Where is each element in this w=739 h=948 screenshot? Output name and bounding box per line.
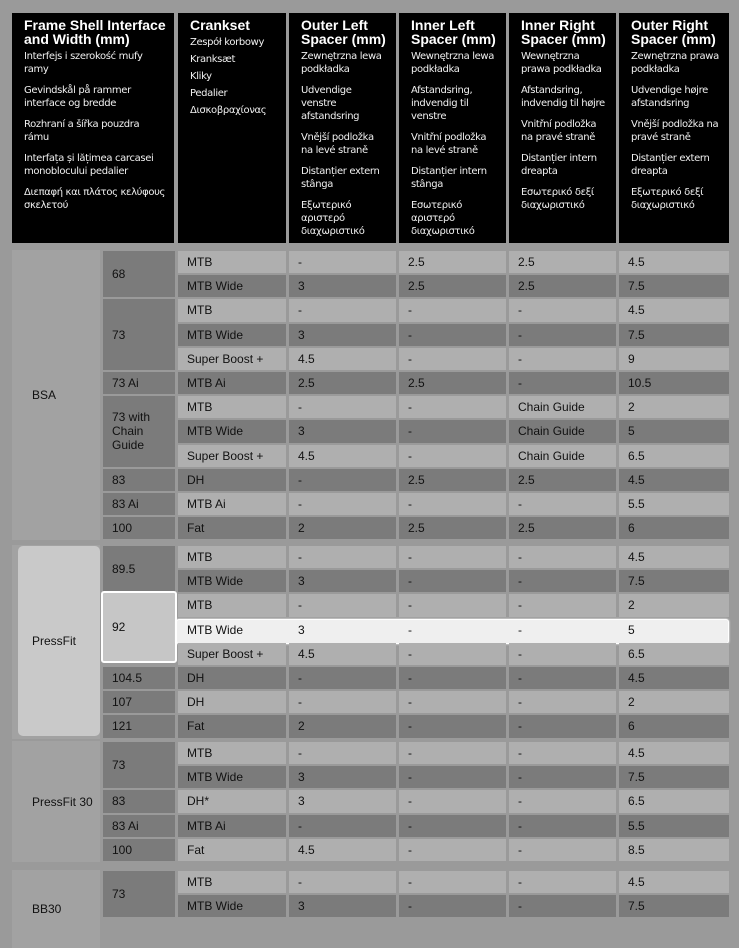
inner-left-cell: - <box>399 493 506 515</box>
outer-right-cell: 4.5 <box>619 871 729 893</box>
outer-right-cell: 7.5 <box>619 766 729 788</box>
inner-right-cell: - <box>509 570 616 592</box>
inner-left-cell: - <box>399 715 506 737</box>
column-header <box>12 13 174 243</box>
column-header-translation: Afstandsring, indvendig til venstre <box>411 85 473 122</box>
column-header <box>619 13 729 243</box>
outer-right-cell: 6.5 <box>619 445 729 467</box>
crankset-cell: Fat <box>178 715 286 737</box>
group-cell <box>12 870 100 948</box>
group-label: PressFit <box>32 633 77 648</box>
outer-right-cell: 4.5 <box>619 742 729 764</box>
outer-right-cell: 5 <box>628 622 635 637</box>
width-cell: 89.5 <box>103 546 175 592</box>
width-cell: 107 <box>103 691 175 713</box>
inner-right-cell: Chain Guide <box>509 420 616 442</box>
inner-right-cell: - <box>509 493 616 515</box>
outer-left-cell: 4.5 <box>289 839 396 861</box>
inner-left-cell: - <box>399 299 506 321</box>
inner-left-cell: - <box>399 396 506 418</box>
inner-right-cell: - <box>509 643 616 665</box>
column-header-translation: Afstandsring, indvendig til højre <box>521 85 605 109</box>
width-cell: 104.5 <box>103 667 175 689</box>
outer-right-cell: 2 <box>619 396 729 418</box>
outer-right-cell: 4.5 <box>619 469 729 491</box>
crankset-cell: DH <box>178 667 286 689</box>
crankset-cell: MTB Wide <box>178 324 286 346</box>
crankset-cell: MTB Wide <box>187 622 244 637</box>
inner-right-cell: Chain Guide <box>509 445 616 467</box>
column-header <box>178 13 286 243</box>
inner-right-cell: - <box>509 546 616 568</box>
width-cell: 100 <box>103 517 175 539</box>
inner-right-cell: - <box>509 715 616 737</box>
width-cell: 73 with Chain Guide <box>103 396 175 467</box>
outer-right-cell: 5 <box>619 420 729 442</box>
outer-left-cell: 3 <box>289 324 396 346</box>
outer-left-cell: 3 <box>289 275 396 297</box>
crankset-cell: MTB <box>178 871 286 893</box>
inner-right-cell: - <box>518 622 522 637</box>
inner-left-cell: - <box>399 895 506 917</box>
outer-right-cell: 6 <box>619 715 729 737</box>
outer-left-cell: 3 <box>289 790 396 812</box>
column-header-title: Crankset <box>190 17 250 33</box>
outer-left-cell: 3 <box>298 622 305 637</box>
column-header-translation: Δισκοβραχίονας <box>190 105 267 116</box>
width-cell: 92 <box>101 591 177 663</box>
crankset-cell: MTB <box>178 299 286 321</box>
crankset-cell: Super Boost + <box>178 445 286 467</box>
column-header-translation: Wewnętrzna lewa podkładka <box>411 51 495 75</box>
inner-right-cell: - <box>509 594 616 616</box>
column-header-title: Inner Left Spacer (mm) <box>411 17 496 47</box>
outer-right-cell: 7.5 <box>619 895 729 917</box>
outer-right-cell: 6.5 <box>619 643 729 665</box>
inner-left-cell: - <box>399 839 506 861</box>
inner-right-cell: - <box>509 766 616 788</box>
group-cell <box>12 250 100 540</box>
inner-right-cell: - <box>509 839 616 861</box>
column-header-translation: Εξωτερικό αριστερό διαχωριστικό <box>301 200 365 237</box>
outer-left-cell: - <box>289 815 396 837</box>
inner-left-cell: - <box>399 594 506 616</box>
column-header-translation: Wewnętrzna prawa podkładka <box>521 51 602 75</box>
inner-right-cell: - <box>509 790 616 812</box>
crankset-cell: DH <box>178 469 286 491</box>
outer-left-cell: - <box>289 691 396 713</box>
crankset-cell: MTB <box>178 594 286 616</box>
outer-right-cell: 4.5 <box>619 667 729 689</box>
outer-right-cell: 7.5 <box>619 324 729 346</box>
outer-left-cell: 2.5 <box>289 372 396 394</box>
column-header-translation: Udvendige højre afstandsring <box>631 85 708 109</box>
inner-left-cell: - <box>399 742 506 764</box>
inner-left-cell: - <box>399 790 506 812</box>
column-header-translation: Kranksæt <box>190 54 236 65</box>
inner-left-cell: 2.5 <box>399 517 506 539</box>
crankset-cell: MTB Wide <box>178 895 286 917</box>
crankset-cell: MTB Wide <box>178 420 286 442</box>
outer-left-cell: 2 <box>289 517 396 539</box>
inner-right-cell: - <box>509 691 616 713</box>
inner-left-cell: - <box>399 667 506 689</box>
column-header-translation: Zewnętrzna prawa podkładka <box>631 51 719 75</box>
column-header <box>399 13 506 243</box>
inner-right-cell: - <box>509 299 616 321</box>
inner-left-cell: - <box>399 445 506 467</box>
inner-left-cell: - <box>399 815 506 837</box>
group-label: BSA <box>32 388 57 403</box>
column-header-translation: Kliky <box>190 71 212 82</box>
inner-left-cell: 2.5 <box>399 275 506 297</box>
column-header <box>509 13 616 243</box>
outer-left-cell: - <box>289 742 396 764</box>
crankset-cell: MTB Wide <box>178 570 286 592</box>
crankset-cell: Fat <box>178 839 286 861</box>
outer-left-cell: 2 <box>289 715 396 737</box>
inner-left-cell: - <box>399 570 506 592</box>
outer-right-cell: 5.5 <box>619 815 729 837</box>
width-cell: 121 <box>103 715 175 737</box>
crankset-cell: MTB <box>178 546 286 568</box>
crankset-cell: MTB <box>178 251 286 273</box>
group-cell <box>12 741 100 862</box>
column-header-translation: Διεπαφή και πλάτος κελύφους σκελετού <box>24 187 166 211</box>
column-header-translation: Rozhraní a šířka pouzdra rámu <box>24 119 140 143</box>
inner-right-cell: - <box>509 815 616 837</box>
column-header-translation: Vnitřní podložka na levé straně <box>411 132 487 156</box>
inner-left-cell: 2.5 <box>399 372 506 394</box>
group-label: BB30 <box>32 902 62 917</box>
width-cell: 83 Ai <box>103 493 175 515</box>
outer-left-cell: 3 <box>289 420 396 442</box>
width-cell: 100 <box>103 839 175 861</box>
crankset-cell: MTB <box>178 396 286 418</box>
outer-right-cell: 5.5 <box>619 493 729 515</box>
column-header-translation: Gevindskål på rammer interface og bredde <box>24 85 131 109</box>
outer-right-cell: 9 <box>619 348 729 370</box>
inner-left-cell: - <box>399 871 506 893</box>
crankset-cell: MTB Wide <box>178 275 286 297</box>
outer-right-cell: 6.5 <box>619 790 729 812</box>
outer-right-cell: 4.5 <box>619 546 729 568</box>
column-header-translation: Pedalier <box>190 88 228 99</box>
outer-left-cell: - <box>289 251 396 273</box>
inner-left-cell: 2.5 <box>399 251 506 273</box>
outer-right-cell: 2 <box>619 594 729 616</box>
outer-left-cell: - <box>289 299 396 321</box>
inner-left-cell: - <box>399 546 506 568</box>
inner-right-cell: 2.5 <box>509 469 616 491</box>
inner-left-cell: 2.5 <box>399 469 506 491</box>
crankset-cell: Fat <box>178 517 286 539</box>
inner-right-cell: - <box>509 895 616 917</box>
inner-right-cell: Chain Guide <box>509 396 616 418</box>
column-header-translation: Interfejs i szerokość mufy ramy <box>24 51 143 75</box>
column-header-translation: Εσωτερικό δεξί διαχωριστικό <box>521 187 594 211</box>
outer-right-cell: 4.5 <box>619 251 729 273</box>
outer-left-cell: - <box>289 493 396 515</box>
inner-left-cell: - <box>399 691 506 713</box>
crankset-cell: MTB <box>178 742 286 764</box>
width-cell: 73 <box>103 742 175 788</box>
outer-left-cell: 3 <box>289 895 396 917</box>
column-header-translation: Zespół korbowy <box>190 37 265 48</box>
width-cell: 83 <box>103 469 175 491</box>
crankset-cell: MTB Ai <box>178 372 286 394</box>
group-label: PressFit 30 <box>32 794 93 809</box>
inner-left-cell: - <box>399 324 506 346</box>
outer-left-cell: - <box>289 667 396 689</box>
column-header-title: Frame Shell Interface and Width (mm) <box>24 17 166 47</box>
column-header-translation: Distanțier extern dreapta <box>631 153 710 177</box>
inner-right-cell: - <box>509 324 616 346</box>
outer-left-cell: 3 <box>289 570 396 592</box>
column-header-translation: Εξωτερικό δεξί διαχωριστικό <box>631 187 704 211</box>
outer-left-cell: - <box>289 871 396 893</box>
inner-left-cell: - <box>399 348 506 370</box>
crankset-cell: DH <box>178 691 286 713</box>
column-header-translation: Udvendige venstre afstandsring <box>301 85 360 122</box>
width-cell: 73 Ai <box>103 372 175 394</box>
column-header-translation: Interfața și lățimea carcasei monoblocului pedalier <box>24 153 154 177</box>
inner-right-cell: - <box>509 348 616 370</box>
crankset-cell: MTB Wide <box>178 766 286 788</box>
inner-left-cell: - <box>408 622 412 637</box>
inner-left-cell: - <box>399 766 506 788</box>
column-header-translation: Distanțier intern dreapta <box>521 153 597 177</box>
outer-left-cell: 4.5 <box>289 445 396 467</box>
inner-right-cell: - <box>509 742 616 764</box>
column-header-title: Outer Right Spacer (mm) <box>631 17 716 47</box>
column-header-translation: Distanțier extern stânga <box>301 166 380 190</box>
outer-left-cell: - <box>289 396 396 418</box>
width-cell: 68 <box>103 251 175 297</box>
inner-right-cell: 2.5 <box>509 251 616 273</box>
outer-right-cell: 6 <box>619 517 729 539</box>
inner-right-cell: 2.5 <box>509 517 616 539</box>
outer-left-cell: - <box>289 546 396 568</box>
outer-left-cell: 3 <box>289 766 396 788</box>
inner-right-cell: - <box>509 871 616 893</box>
crankset-cell: MTB Ai <box>178 493 286 515</box>
outer-left-cell: 4.5 <box>289 643 396 665</box>
column-header-translation: Vnější podložka na pravé straně <box>631 119 719 143</box>
outer-right-cell: 8.5 <box>619 839 729 861</box>
outer-right-cell: 7.5 <box>619 275 729 297</box>
group-selected-box <box>18 546 100 736</box>
outer-right-cell: 2 <box>619 691 729 713</box>
inner-left-cell: - <box>399 643 506 665</box>
column-header <box>289 13 396 243</box>
column-header-translation: Vnitřní podložka na pravé straně <box>521 119 597 143</box>
crankset-cell: DH* <box>178 790 286 812</box>
column-header-translation: Εσωτερικό αριστερό διαχωριστικό <box>411 200 475 237</box>
width-cell: 73 <box>103 299 175 370</box>
crankset-cell: Super Boost + <box>178 643 286 665</box>
column-header-title: Inner Right Spacer (mm) <box>521 17 606 47</box>
outer-right-cell: 4.5 <box>619 299 729 321</box>
inner-right-cell: 2.5 <box>509 275 616 297</box>
outer-left-cell: - <box>289 469 396 491</box>
inner-right-cell: - <box>509 372 616 394</box>
width-cell: 83 Ai <box>103 815 175 837</box>
outer-left-cell: - <box>289 594 396 616</box>
crankset-cell: Super Boost + <box>178 348 286 370</box>
column-header-title: Outer Left Spacer (mm) <box>301 17 386 47</box>
crankset-cell: MTB Ai <box>178 815 286 837</box>
width-cell: 83 <box>103 790 175 812</box>
inner-right-cell: - <box>509 667 616 689</box>
outer-right-cell: 10.5 <box>619 372 729 394</box>
width-cell: 73 <box>103 871 175 917</box>
outer-right-cell: 7.5 <box>619 570 729 592</box>
column-header-translation: Vnější podložka na levé straně <box>301 132 374 156</box>
column-header-translation: Zewnętrzna lewa podkładka <box>301 51 382 75</box>
column-header-translation: Distanțier intern stânga <box>411 166 487 190</box>
outer-left-cell: 4.5 <box>289 348 396 370</box>
inner-left-cell: - <box>399 420 506 442</box>
